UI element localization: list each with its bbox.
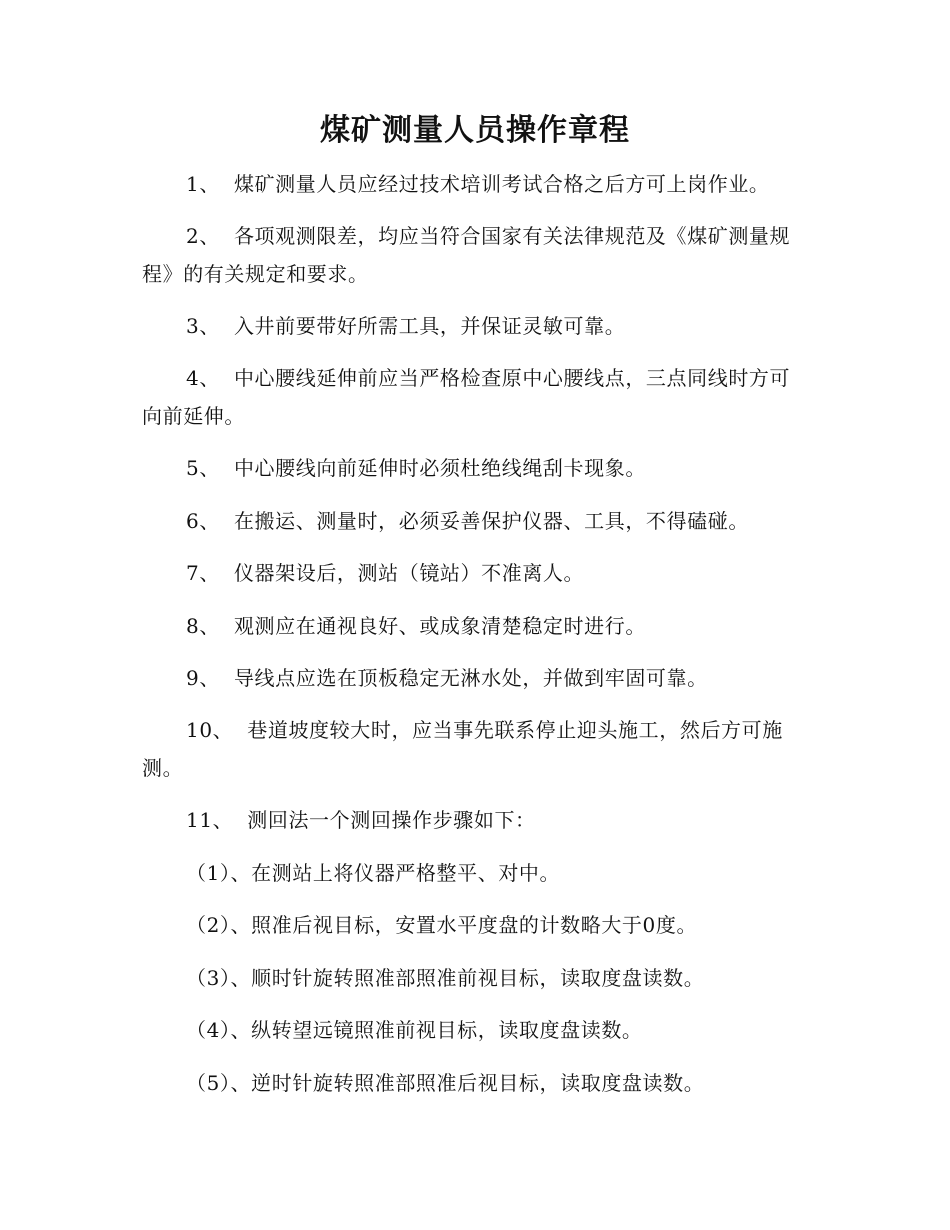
rule-item-9 [142, 659, 810, 697]
rule-number: 9、 [186, 666, 220, 690]
rule-number: 1、 [186, 172, 220, 196]
step-item-2 [186, 906, 816, 944]
rule-number: 11、 [186, 808, 234, 832]
rule-item-3 [142, 307, 810, 345]
rule-item-10 [142, 711, 810, 787]
rule-text: 在搬运、测量时，必须妥善保护仪器、工具，不得磕碰。 [233, 509, 749, 533]
rule-text: 巷道坡度较大时，应当事先联系停止迎头施工，然后方可施测。 [142, 718, 783, 780]
step-item-3 [186, 959, 816, 997]
step-text: 、纵转望远镜照准前视目标，读取度盘读数。 [230, 1018, 643, 1042]
step-number: （1） [186, 861, 231, 885]
rule-number: 6、 [186, 509, 220, 533]
rule-item-4 [142, 359, 810, 435]
rule-number: 2、 [186, 224, 220, 248]
rule-text: 各项观测限差，均应当符合国家有关法律规范及《煤矿测量规程》的有关规定和要求。 [142, 224, 791, 286]
step-number: （2） [186, 913, 231, 937]
rule-number: 10、 [186, 718, 234, 742]
step-text: 、在测站上将仪器严格整平、对中。 [230, 861, 561, 885]
rule-number: 3、 [186, 314, 220, 338]
step-text: 、照准后视目标，安置水平度盘的计数略大于0度。 [230, 913, 698, 937]
rule-text: 中心腰线延伸前应当严格检查原中心腰线点，三点同线时方可向前延伸。 [142, 366, 791, 428]
rule-item-6 [142, 502, 810, 540]
rule-item-1 [142, 165, 810, 203]
rule-number: 5、 [186, 456, 220, 480]
rule-item-2 [142, 217, 810, 293]
step-number: （5） [186, 1071, 231, 1095]
rule-item-11 [142, 801, 810, 839]
rule-item-5 [142, 449, 810, 487]
rule-number: 7、 [186, 561, 220, 585]
step-item-5 [186, 1064, 816, 1102]
rule-item-7 [142, 554, 810, 592]
step-number: （4） [186, 1018, 231, 1042]
rule-item-8 [142, 607, 810, 645]
rule-text: 测回法一个测回操作步骤如下： [247, 808, 536, 832]
step-text: 、顺时针旋转照准部照准前视目标，读取度盘读数。 [230, 966, 705, 990]
rule-number: 4、 [186, 366, 220, 390]
rule-text: 观测应在通视良好、或成象清楚稳定时进行。 [233, 614, 646, 638]
document-title: 煤矿测量人员操作章程 [320, 113, 630, 148]
step-item-1 [186, 854, 816, 892]
rule-text: 入井前要带好所需工具，并保证灵敏可靠。 [233, 314, 626, 338]
rule-text: 仪器架设后，测站（镜站）不准离人。 [233, 561, 585, 585]
step-number: （3） [186, 966, 231, 990]
rule-text: 煤矿测量人员应经过技术培训考试合格之后方可上岗作业。 [233, 172, 770, 196]
step-text: 、逆时针旋转照准部照准后视目标，读取度盘读数。 [230, 1071, 705, 1095]
rule-text: 中心腰线向前延伸时必须杜绝线绳刮卡现象。 [233, 456, 646, 480]
step-item-4 [186, 1011, 816, 1049]
rule-text: 导线点应选在顶板稳定无淋水处，并做到牢固可靠。 [233, 666, 708, 690]
rule-number: 8、 [186, 614, 220, 638]
